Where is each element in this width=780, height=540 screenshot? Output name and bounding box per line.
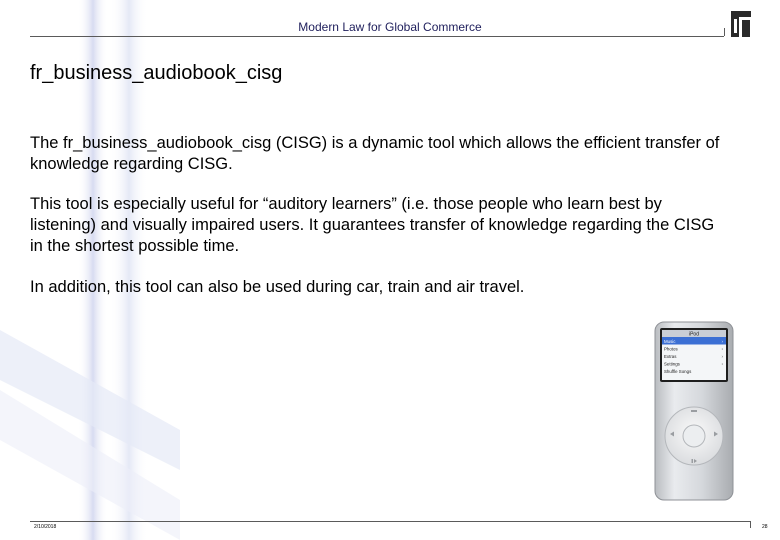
ipod-menu-item: Extras (664, 353, 677, 359)
body-paragraph-auditory: This tool is especially useful for “auditory learners” (i.e. those people who learn best by listening) and visually impaired users. It guarantees transfer of knowledge regarding the CISG in the shortest possible time. (30, 195, 715, 255)
svg-text:›: › (721, 353, 723, 359)
svg-text:›: › (721, 346, 723, 352)
header-divider-tick (724, 28, 725, 36)
slide-title: fr_business_audiobook_cisg (30, 62, 283, 84)
footer-divider (30, 521, 750, 522)
ipod-screen (662, 330, 726, 380)
body-paragraph-travel: In addition, this tool can also be used during car, train and air travel. (30, 278, 525, 296)
header-divider (30, 36, 724, 37)
ipod-center-button (683, 425, 705, 447)
footer-page-number: 28 (762, 524, 768, 530)
ipod-menu-item: Photos (664, 346, 678, 352)
logo-icon (728, 8, 754, 40)
body-paragraph-intro: The fr_business_audiobook_cisg (CISG) is a dynamic tool which allows the efficient transfer of knowledge regarding CISG. (30, 134, 720, 173)
svg-text:›: › (721, 361, 723, 367)
ipod-screen-header: iPod (688, 331, 700, 338)
ipod-device-image (652, 320, 736, 502)
ipod-menu-item: Music (664, 338, 676, 344)
ipod-menu-item: Shuffle Songs (664, 368, 692, 374)
footer-divider-tick (750, 521, 751, 528)
header-title: Modern Law for Global Commerce (298, 20, 482, 34)
svg-text:›: › (721, 338, 723, 344)
footer-date: 2/10/2018 (34, 524, 57, 530)
ipod-menu-item: Settings (664, 361, 680, 367)
